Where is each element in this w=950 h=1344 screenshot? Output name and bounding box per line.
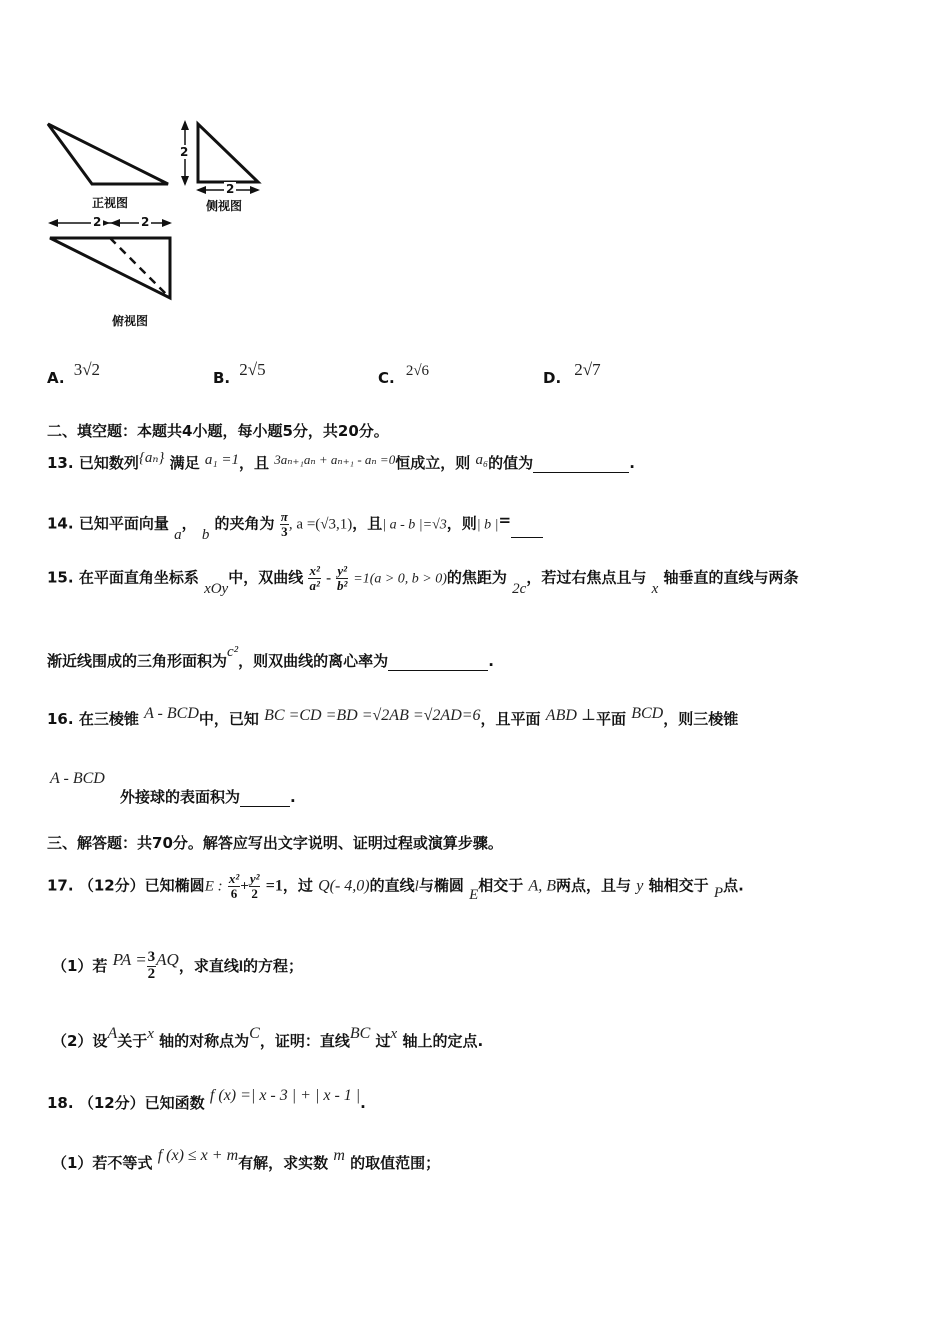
option-letter: C. [378,369,395,387]
q17-number: 17. [47,876,74,895]
q17-text: （12分）已知椭圆 [78,876,205,895]
q15-end: . [488,652,494,670]
side-width-label: 2 [226,182,235,196]
q18-inequality: f (x) ≤ x + m [157,1147,239,1164]
answer-blank[interactable] [533,458,629,473]
option-a [47,360,101,388]
q14-angle-fraction [280,510,289,538]
q18-number: 18. [47,1094,74,1112]
q17-line-l: l [414,878,419,895]
q14-a-vector: , a =(√3,1) [288,516,353,533]
option-value: 2√6 [405,363,430,379]
q13-end: . [629,454,635,472]
q17-part-2 [52,1025,484,1051]
q17-p2-x: x [147,1026,154,1042]
q15-condition: =1(a > 0, b > 0) [353,571,447,587]
q16-text: 外接球的表面积为 [120,788,241,806]
q16-text: 平面 [595,710,626,728]
q17-text: 与椭圆 [418,876,464,895]
q18-part-1 [52,1147,441,1173]
q15-text: 渐近线围成的三角形面积为 [47,652,228,670]
q17-vector-pa: PA = [112,949,147,969]
q17-vector-aq: AQ [156,949,179,969]
q16-text: 在三棱锥 [78,710,139,728]
section-3-title: 三、解答题：共70分。解答应写出文字说明、证明过程或演算步骤。 [47,834,503,852]
q15-text: ，则双曲线的离心率为 [238,652,389,670]
fraction-numerator: x² [309,563,320,578]
q17-p2-text: 轴上的定点. [402,1032,484,1050]
q15-text: 在平面直角坐标系 [78,568,199,587]
q18-p1-text: （1）若不等式 [52,1154,153,1172]
q17-p2-text: （2）设 [52,1032,108,1050]
option-d [543,360,601,388]
top-dim-right-label: 2 [141,215,150,229]
option-value: 3√2 [73,360,101,379]
fraction-numerator: y² [337,563,348,578]
q15-x: x [651,580,659,597]
q13-text: ，且 [238,454,269,472]
side-height-label: 2 [180,145,189,159]
q17-text: 的直线 [369,876,415,895]
q13-a1: a₁ =1 [204,452,239,468]
q17-p2-text: ，证明：直线 [259,1032,350,1050]
q17-p2-a: A [107,1025,118,1042]
q15-minus: - [326,570,332,587]
fraction-numerator: 3 [147,949,156,965]
answer-blank[interactable] [240,792,290,807]
q13-a6: a₆ [475,452,489,468]
q13-sequence: {aₙ} [138,450,165,466]
q15-y-fraction [336,564,348,592]
q16-pyramid-2: A - BCD [50,770,105,787]
fraction-denominator: 3 [281,523,288,539]
q16-text: 中，已知 [198,710,259,728]
option-value: 2√5 [239,360,266,379]
option-value: 2√7 [574,360,601,379]
q17-p2-bc: BC [349,1025,371,1042]
q15-text: 中，双曲线 [228,568,304,587]
q18-m: m [333,1147,345,1164]
fraction-denominator: 2 [251,885,258,901]
fraction-numerator: x² [228,871,240,886]
q17-e: E : [204,878,223,895]
q16-end: . [290,788,296,806]
q17-eq: =1 [265,877,283,895]
option-c [378,363,430,388]
q15-text: 的焦距为 [446,568,507,587]
question-13 [47,452,635,473]
q18-end: . [360,1094,366,1112]
q18-function: f (x) =| x - 3 | + | x - 1 | [209,1087,361,1104]
q13-text: 的值为 [488,454,534,472]
q17-point-q: Q(- 4,0) [318,877,370,895]
question-18 [47,1087,366,1113]
q16-plane-abd: ABD ⊥ [545,707,596,724]
top-dim-left-label: 2 [93,215,102,229]
q18-p1-text: 的取值范围； [350,1154,441,1172]
fraction-denominator: a² [309,577,320,593]
option-letter: B. [213,369,231,387]
top-view-hidden-edge [110,238,170,298]
q17-p1-l: l [238,958,244,975]
q17-e2: E [469,886,479,903]
answer-blank[interactable] [511,529,543,538]
q17-points-ab: A, B [528,877,557,895]
three-view-figure [40,110,280,340]
q17-p2-c: C [249,1025,260,1042]
q17-p2-x2: x [390,1026,398,1042]
front-view-label: 正视图 [92,196,129,210]
q17-ratio-fraction [147,950,157,983]
question-15 [47,563,799,597]
q16-lengths: BC =CD =BD =√2AB =√2AD=6 [264,707,481,724]
top-view-label: 俯视图 [112,314,149,328]
q17-text: 点. [723,876,744,895]
q14-text: ，则 [446,514,477,533]
fraction-denominator: 6 [230,885,238,901]
q13-text: 恒成立，则 [395,454,471,472]
q14-vector-b: b [201,526,210,543]
q14-text: ，且 [352,514,383,533]
question-17 [47,871,744,903]
q17-text: 相交于 [478,876,524,895]
q13-text: 已知数列 [78,454,139,472]
top-view-triangle [50,238,170,298]
q15-focal: 2c [512,580,527,597]
q16-plane-bcd: BCD [631,705,664,722]
fraction-numerator: y² [249,871,260,886]
fraction-denominator: 2 [147,965,156,982]
q15-number: 15. [47,568,74,587]
q15-xoy: xOy [204,580,229,597]
question-16 [47,705,739,729]
q17-y: y [636,877,644,895]
q17-p1-text: 的方程； [243,956,304,975]
q16-number: 16. [47,710,74,728]
question-14 [47,509,543,543]
q15-c2: c² [227,644,239,660]
q17-p2-text: 关于 [117,1032,148,1050]
q18-text: （12分）已知函数 [78,1094,205,1112]
side-view-triangle [198,124,258,182]
q17-p1-text: ，求直线 [178,956,239,975]
q16-pyramid: A - BCD [144,705,199,722]
answer-blank[interactable] [388,656,488,671]
q14-vector-a: a [174,526,182,543]
option-b [213,360,266,388]
q16-text: ，且平面 [480,710,541,728]
side-view-label: 侧视图 [206,199,243,213]
q17-part-1 [52,950,303,983]
q17-y-fraction [249,872,261,900]
option-letter: A. [47,369,65,387]
fraction-numerator: π [280,509,288,524]
question-15-line-2 [47,644,494,671]
q15-text: ，若过右焦点且与 [526,568,647,587]
q14-answer-expr: | b | [476,517,499,533]
q13-number: 13. [47,454,74,472]
q17-x-fraction [228,872,240,900]
q13-relation: 3aₙ₊₁aₙ + aₙ₊₁ - aₙ =0 [274,452,396,467]
q17-p2-text: 轴的对称点为 [159,1032,250,1050]
q15-x-fraction [308,564,320,592]
q17-p2-text: 过 [375,1032,391,1050]
question-16-line-2 [120,786,296,807]
q14-condition: | a - b |=√3 [382,517,447,533]
q16-text: ，则三棱锥 [663,710,739,728]
q17-p: P [713,884,724,901]
fraction-denominator: b² [336,577,348,593]
q17-text: 两点，且与 [556,876,632,895]
q14-text: 的夹角为 [214,514,275,533]
q14-eq: = [498,510,512,529]
front-view-triangle [48,124,168,184]
q14-text: 已知平面向量 [78,514,169,533]
option-letter: D. [543,369,562,387]
section-2-title: 二、填空题：本题共4小题，每小题5分，共20分。 [47,422,389,440]
q17-plus: + [240,878,249,895]
q17-text: 轴相交于 [648,876,709,895]
q17-p1-text: （1）若 [52,956,108,975]
q18-p1-text: 有解，求实数 [238,1154,329,1172]
q13-text: 满足 [169,454,200,472]
q14-text: ， [181,514,197,533]
q14-number: 14. [47,514,74,533]
q15-text: 轴垂直的直线与两条 [663,568,799,587]
q17-text: ，过 [282,876,313,895]
